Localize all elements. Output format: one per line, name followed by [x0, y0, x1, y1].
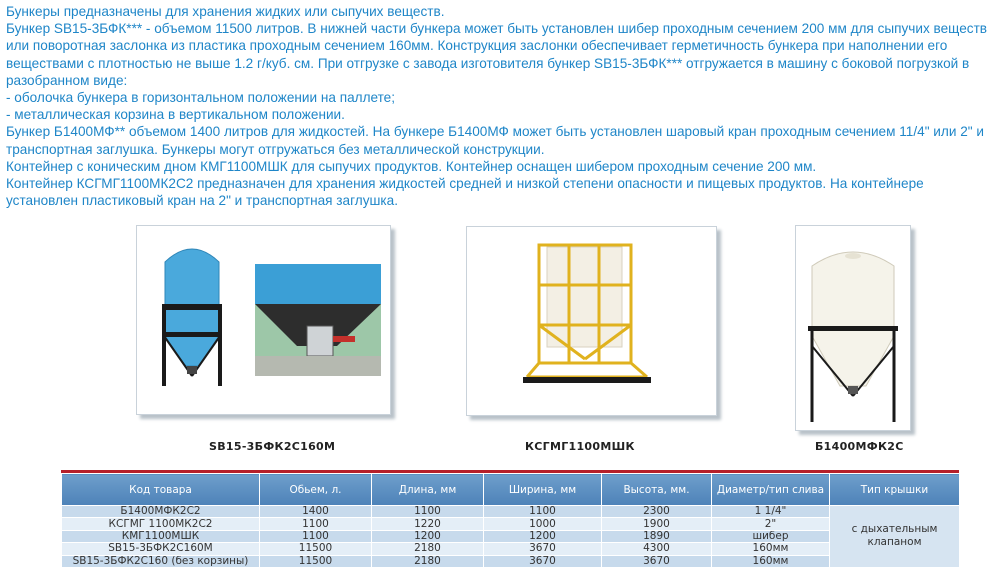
product-photo-b1400 — [795, 225, 911, 431]
table-cell: 160мм — [712, 555, 830, 567]
col-header: Длина, мм — [372, 474, 484, 506]
table-cell: КСГМГ 1100МК2С2 — [62, 518, 260, 530]
product-photo-ksgmg — [466, 226, 717, 416]
table-cell: КМГ1100МШК — [62, 530, 260, 542]
table-cell: 1100 — [260, 530, 372, 542]
table-cell: 1100 — [484, 506, 602, 518]
table-cell: 160мм — [712, 543, 830, 555]
table-cell: 1 1/4" — [712, 506, 830, 518]
col-header: Код товара — [62, 474, 260, 506]
table-cell: 11500 — [260, 555, 372, 567]
table-row — [62, 555, 960, 567]
intro-line: Бункер Б1400МФ** объемом 1400 литров для жидкостей. На бункере Б1400МФ может быть установлен шаровый кран проходным сечением 11/4" или 2" и транспортная заглушка. Бункеры могут отгружаться без металлической конструкции. — [6, 124, 984, 157]
table-cell: 3670 — [484, 555, 602, 567]
intro-text — [6, 3, 991, 209]
intro-line: Контейнер КСГМГ1100МК2С2 предназначен для хранения жидкостей средней и низкой степени опасности и пищевых продуктов. На контейнере установлен пластиковый кран на 2" и транспортная заглушка. — [6, 176, 924, 209]
lid-type-cell: с дыхательным клапаном — [830, 506, 960, 568]
table-row — [62, 530, 960, 542]
intro-line: Бункеры предназначены для хранения жидких или сыпучих веществ. — [6, 4, 445, 19]
col-header: Высота, мм. — [602, 474, 712, 506]
col-header: Тип крышки — [830, 474, 960, 506]
product-photo-sb15 — [136, 225, 391, 415]
table-cell: 2300 — [602, 506, 712, 518]
table-row — [62, 518, 960, 530]
white-tank-image — [796, 226, 910, 430]
table-cell: 3670 — [602, 555, 712, 567]
table-cell: SB15-3БФК2С160 (без корзины) — [62, 555, 260, 567]
table-cell: 11500 — [260, 543, 372, 555]
intro-line: Бункер SB15-3БФК*** - объемом 11500 литров. В нижней части бункера может быть установлен шибер проходным сечением 200 мм для сыпучих веществ или поворотная заслонка из пластика проходным сечением 160мм. Конструкция заслонки обеспечивает герметичность бункера при наполнении его веществами с плотностью не выше 1.2 г/куб. см. При отгрузке с завода изготовителя бункер SB15-3БФК*** отгружается в машину с боковой погрузкой в разобранном виде: — [6, 21, 988, 88]
table-cell: 4300 — [602, 543, 712, 555]
intro-line: Контейнер с коническим дном КМГ1100МШК для сыпучих продуктов. Контейнер оснащен шибером проходным сечение 200 мм. — [6, 158, 817, 174]
table-cell: 1200 — [484, 530, 602, 542]
product-caption: SB15-3БФК2С160М — [209, 440, 336, 453]
table-row — [62, 506, 960, 518]
col-header: Ширина, мм — [484, 474, 602, 506]
table-cell: 2180 — [372, 543, 484, 555]
table-row — [62, 543, 960, 555]
intro-line: - оболочка бункера в горизонтальном положении на паллете; — [6, 90, 396, 106]
table-cell: 1400 — [260, 506, 372, 518]
table-cell: 1000 — [484, 518, 602, 530]
blue-tank-image — [137, 226, 390, 414]
table-cell: 1200 — [372, 530, 484, 542]
col-header: Диаметр/тип слива — [712, 474, 830, 506]
intro-line: - металлическая корзина в вертикальном положении. — [6, 107, 345, 123]
product-specs-table — [61, 473, 960, 568]
table-cell: шибер — [712, 530, 830, 542]
table-cell: Б1400МФК2С2 — [62, 506, 260, 518]
table-cell: 1890 — [602, 530, 712, 542]
table-cell: SB15-3БФК2С160М — [62, 543, 260, 555]
ibc-container-image — [467, 227, 716, 415]
table-cell: 1900 — [602, 518, 712, 530]
table-cell: 2180 — [372, 555, 484, 567]
table-cell: 3670 — [484, 543, 602, 555]
col-header: Обьем, л. — [260, 474, 372, 506]
table-cell: 1100 — [260, 518, 372, 530]
product-caption: КСГМГ1100МШК — [525, 440, 635, 453]
table-cell: 2" — [712, 518, 830, 530]
table-header-row — [62, 474, 960, 506]
table-cell: 1220 — [372, 518, 484, 530]
table-cell: 1100 — [372, 506, 484, 518]
product-caption: Б1400МФК2С — [815, 440, 904, 453]
